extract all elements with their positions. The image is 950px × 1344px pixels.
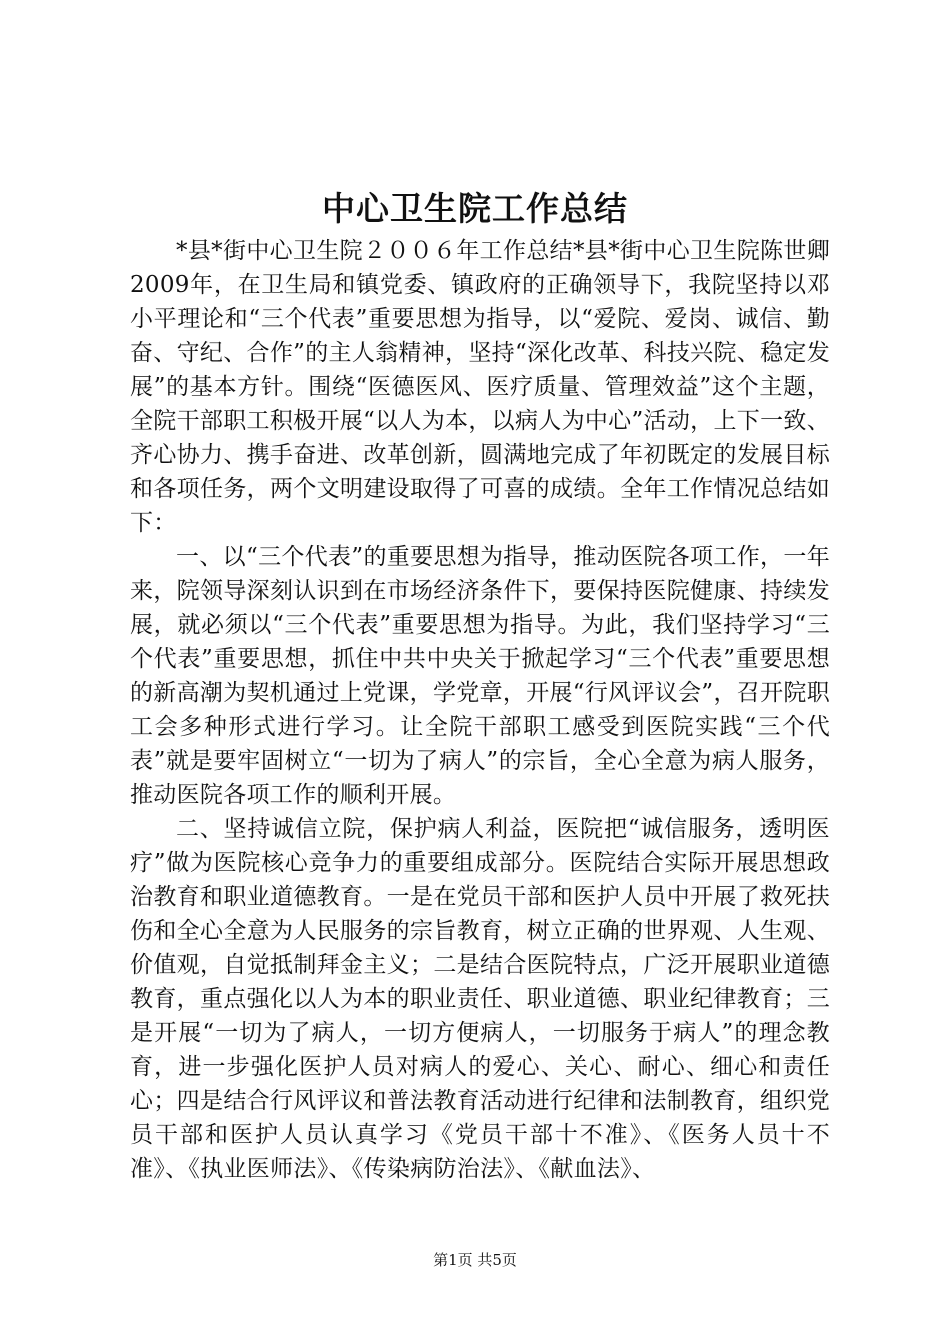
- paragraph-section-one: 一、以“三个代表”的重要思想为指导，推动医院各项工作，一年来，院领导深刻认识到在市场经济条件下，要保持医院健康、持续发展，就必须以“三个代表”重要思想为指导。为此，我们坚持学习“三个代表”重要思想，抓住中共中央关于掀起学习“三个代表”重要思想的新高潮为契机通过上党课，学党章，开展“行风评议会”，召开院职工会多种形式进行学习。让全院干部职工感受到医院实践“三个代表”就是要牢固树立“一切为了病人”的宗旨，全心全意为病人服务，推动医院各项工作的顺利开展。: [130, 544, 830, 808]
- paragraph-section-two: 二、坚持诚信立院，保护病人利益，医院把“诚信服务，透明医疗”做为医院核心竞争力的重要组成部分。医院结合实际开展思想政治教育和职业道德教育。一是在党员干部和医护人员中开展了救死扶伤和全心全意为人民服务的宗旨教育，树立正确的世界观、人生观、价值观，自觉抵制拜金主义；二是结合医院特点，广泛开展职业道德教育，重点强化以人为本的职业责任、职业道德、职业纪律教育；三是开展“一切为了病人，一切方便病人，一切服务于病人”的理念教育，进一步强化医护人员对病人的爱心、关心、耐心、细心和责任心；四是结合行风评议和普法教育活动进行纪律和法制教育，组织党员干部和医护人员认真学习《党员干部十不准》、《医务人员十不准》、《执业医师法》、《传染病防治法》、《献血法》、: [130, 816, 830, 1182]
- page-footer: 第1页 共5页: [433, 1251, 517, 1269]
- document-body: [130, 234, 830, 1186]
- paragraph-intro: *县*街中心卫生院２００６年工作总结*县*街中心卫生院陈世卿2009年，在卫生局和镇党委、镇政府的正确领导下，我院坚持以邓小平理论和“三个代表”重要思想为指导，以“爱院、爱岗、诚信、勤奋、守纪、合作”的主人翁精神，坚持“深化改革、科技兴院、稳定发展”的基本方针。围绕“医德医风、医疗质量、管理效益”这个主题，全院干部职工积极开展“以人为本，以病人为中心”活动，上下一致、齐心协力、携手奋进、改革创新，圆满地完成了年初既定的发展目标和各项任务，两个文明建设取得了可喜的成绩。全年工作情况总结如下：: [130, 238, 830, 536]
- document-title: 中心卫生院工作总结: [322, 189, 628, 228]
